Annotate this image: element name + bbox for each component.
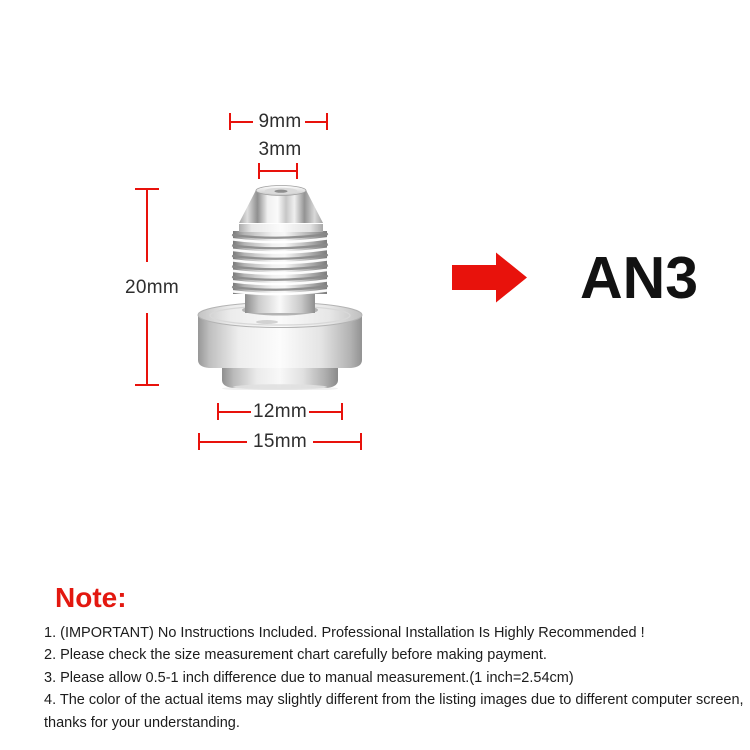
dim-line-segment (259, 170, 298, 172)
dim-label-3mm: 3mm (258, 139, 302, 160)
right-arrow-icon (452, 251, 528, 304)
stamped-marking (256, 320, 278, 324)
dim-line-segment (200, 441, 247, 443)
dim-tick (135, 384, 159, 386)
fitting-neck (242, 293, 318, 316)
fitting-threads (232, 231, 328, 294)
dim-line-segment (146, 313, 148, 384)
dim-tick (296, 163, 298, 179)
dim-line-segment (309, 411, 341, 413)
note-item-1: 1. (IMPORTANT) No Instructions Included. Professional Installation Is Highly Recommended ! (44, 625, 645, 641)
dim-line-segment (231, 121, 253, 123)
dim-label-12mm: 12mm (253, 401, 307, 422)
dim-tick (341, 403, 343, 420)
fitting-flare-cone (239, 186, 323, 224)
dim-label-15mm: 15mm (253, 431, 307, 452)
dim-line-segment (219, 411, 251, 413)
dim-label-20mm: 20mm (125, 277, 179, 298)
dim-line-segment (146, 190, 148, 262)
note-item-4: 4. The color of the actual items may slightly different from the listing images due to different computer screen, thanks for your understanding. (44, 692, 744, 731)
dim-line-segment (313, 441, 360, 443)
product-size-label: AN3 (579, 245, 699, 311)
dim-tick (360, 433, 362, 450)
dim-tick (326, 113, 328, 130)
right-arrow-shape (452, 253, 527, 303)
dim-label-9mm: 9mm (258, 111, 302, 132)
dim-line-segment (305, 121, 327, 123)
note-item-3: 3. Please allow 0.5-1 inch difference due to manual measurement.(1 inch=2.54cm) (44, 669, 574, 686)
note-heading: Note: (55, 582, 127, 613)
fitting-photo (190, 184, 374, 390)
note-list (44, 622, 750, 734)
note-item-2: 2. Please check the size measurement chart carefully before making payment. (44, 647, 547, 664)
fitting-collar-band (239, 224, 323, 232)
